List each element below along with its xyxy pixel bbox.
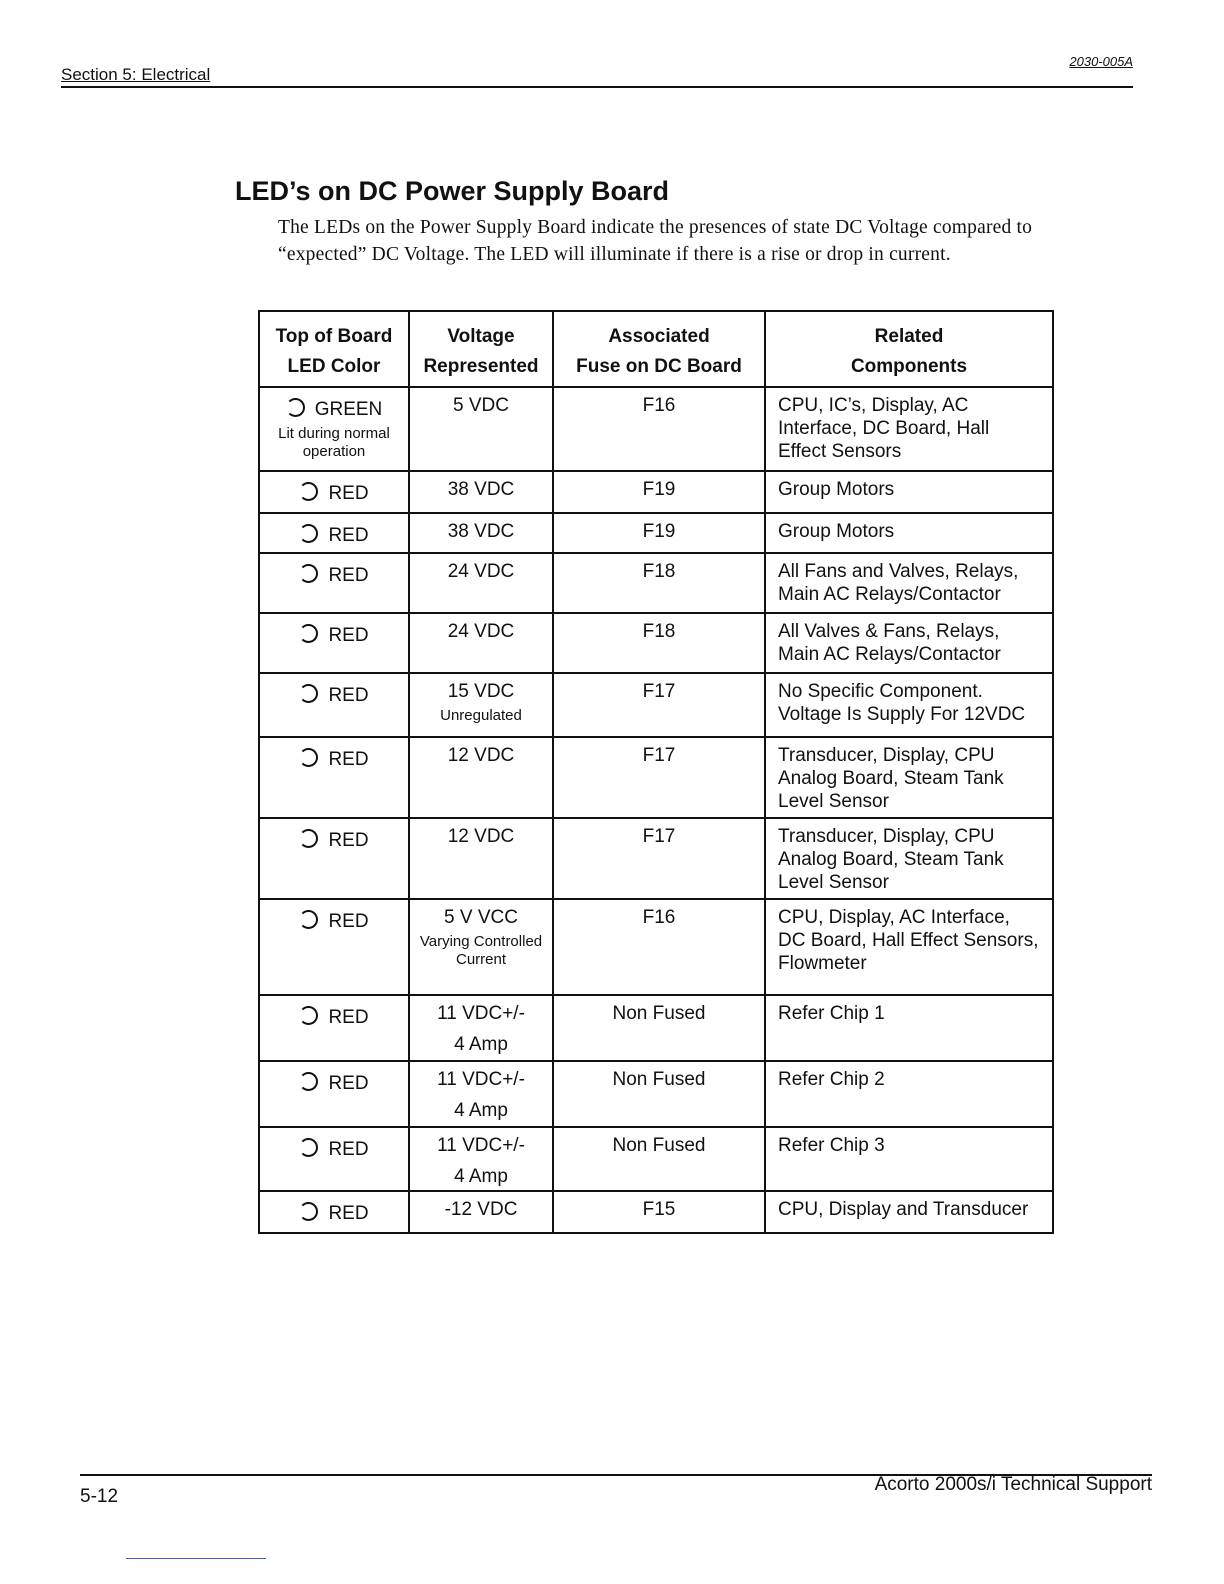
header-components — [765, 311, 1053, 387]
components-cell: Refer Chip 3 — [765, 1127, 1053, 1191]
led-color: RED — [328, 525, 369, 546]
led-color-cell — [259, 1127, 409, 1191]
fuse-cell: F16 — [553, 899, 765, 995]
components-cell: CPU, IC’s, Display, AC Interface, DC Board, Hall Effect Sensors — [765, 387, 1053, 471]
voltage-cell: 38 VDC — [409, 471, 553, 513]
fuse-cell: F16 — [553, 387, 765, 471]
voltage-cell: 24 VDC — [409, 613, 553, 673]
table-row — [259, 899, 1053, 995]
header-voltage-line2: Represented — [423, 356, 539, 377]
table-row — [259, 673, 1053, 737]
table-row — [259, 513, 1053, 553]
voltage-cell: 24 VDC — [409, 553, 553, 613]
table-row — [259, 613, 1053, 673]
header-led-color-line2: LED Color — [287, 356, 381, 377]
led-circle-icon — [299, 1072, 318, 1091]
fuse-cell: F17 — [553, 737, 765, 818]
voltage-value: 11 VDC+/- — [437, 1135, 525, 1156]
fuse-cell: F19 — [553, 513, 765, 553]
components-cell: Refer Chip 1 — [765, 995, 1053, 1061]
led-color: RED — [328, 749, 369, 770]
voltage-value: 11 VDC+/- — [437, 1069, 525, 1090]
voltage-cell — [409, 673, 553, 737]
fuse-cell: Non Fused — [553, 1061, 765, 1127]
table-row — [259, 1127, 1053, 1191]
voltage-cell: 12 VDC — [409, 737, 553, 818]
header-components-line1: Related — [874, 326, 944, 347]
led-color-cell — [259, 1191, 409, 1233]
header-fuse-line1: Associated — [608, 326, 710, 347]
led-color-cell — [259, 737, 409, 818]
led-circle-icon — [286, 398, 305, 417]
voltage-cell: 38 VDC — [409, 513, 553, 553]
voltage-cell — [409, 995, 553, 1061]
header-led-color-line1: Top of Board — [275, 326, 393, 347]
voltage-note: Unregulated — [440, 707, 522, 724]
led-color-cell — [259, 995, 409, 1061]
led-color-cell — [259, 553, 409, 613]
led-circle-icon — [299, 1138, 318, 1157]
footer-product: Acorto 2000s/i Technical Support — [874, 1474, 1152, 1495]
table-header-row — [259, 311, 1053, 387]
led-color: RED — [328, 1203, 369, 1224]
voltage-cell: 12 VDC — [409, 818, 553, 899]
header-components-line2: Components — [850, 356, 968, 377]
voltage-value: 5 V VCC — [444, 907, 518, 928]
page-title: LED’s on DC Power Supply Board — [235, 176, 670, 206]
led-circle-icon — [299, 482, 318, 501]
voltage-cell — [409, 1061, 553, 1127]
components-cell: Transducer, Display, CPU Analog Board, Steam Tank Level Sensor — [765, 737, 1053, 818]
voltage-value: 11 VDC+/- — [437, 1003, 525, 1024]
components-cell: All Fans and Valves, Relays, Main AC Relays/Contactor — [765, 553, 1053, 613]
table-row — [259, 737, 1053, 818]
led-circle-icon — [299, 748, 318, 767]
fuse-cell: F15 — [553, 1191, 765, 1233]
table-row — [259, 1191, 1053, 1233]
led-color: RED — [328, 1007, 369, 1028]
table-row — [259, 387, 1053, 471]
voltage-note: Varying Controlled Current — [419, 933, 543, 968]
led-color: RED — [328, 685, 369, 706]
components-cell: Group Motors — [765, 471, 1053, 513]
led-circle-icon — [299, 829, 318, 848]
fuse-cell: F18 — [553, 613, 765, 673]
fuse-cell: Non Fused — [553, 1127, 765, 1191]
led-circle-icon — [299, 910, 318, 929]
header-voltage — [409, 311, 553, 387]
led-color-cell — [259, 613, 409, 673]
header-fuse-line2: Fuse on DC Board — [576, 356, 742, 377]
led-color-cell — [259, 387, 409, 471]
fuse-cell: F17 — [553, 673, 765, 737]
header-rule — [61, 86, 1133, 88]
components-cell: All Valves & Fans, Relays, Main AC Relays/Contactor — [765, 613, 1053, 673]
table-row — [259, 995, 1053, 1061]
led-color-cell — [259, 471, 409, 513]
voltage-cell — [409, 1127, 553, 1191]
led-color: RED — [328, 911, 369, 932]
table-row — [259, 553, 1053, 613]
led-color-cell — [259, 899, 409, 995]
led-color-cell — [259, 1061, 409, 1127]
led-circle-icon — [299, 1006, 318, 1025]
led-circle-icon — [299, 684, 318, 703]
led-table — [258, 310, 1054, 1234]
header-led-color — [259, 311, 409, 387]
led-color-cell — [259, 513, 409, 553]
components-cell: Group Motors — [765, 513, 1053, 553]
led-circle-icon — [299, 524, 318, 543]
intro-paragraph: The LEDs on the Power Supply Board indicate the presences of state DC Voltage compared to “expected” DC Voltage. The LED will illuminate if there is a rise or drop in current. — [278, 217, 1033, 265]
led-color: RED — [328, 1073, 369, 1094]
voltage-line2: 4 Amp — [454, 1166, 508, 1187]
led-color: RED — [328, 625, 369, 646]
fuse-cell: F19 — [553, 471, 765, 513]
led-color: RED — [328, 483, 369, 504]
table-row — [259, 818, 1053, 899]
page-number: 5-12 — [80, 1486, 119, 1507]
voltage-cell: -12 VDC — [409, 1191, 553, 1233]
voltage-line2: 4 Amp — [454, 1034, 508, 1055]
components-cell: CPU, Display, AC Interface, DC Board, Hall Effect Sensors, Flowmeter — [765, 899, 1053, 995]
document-number: 2030-005A — [1069, 54, 1133, 69]
header-fuse — [553, 311, 765, 387]
footnote-rule — [126, 1558, 266, 1559]
fuse-cell: F18 — [553, 553, 765, 613]
table-row — [259, 1061, 1053, 1127]
led-color-cell — [259, 673, 409, 737]
led-note: Lit during normal operation — [278, 425, 390, 460]
components-cell: No Specific Component. Voltage Is Supply For 12VDC — [765, 673, 1053, 737]
led-circle-icon — [299, 624, 318, 643]
table-row — [259, 471, 1053, 513]
led-color: RED — [328, 1139, 369, 1160]
led-color-cell — [259, 818, 409, 899]
voltage-cell — [409, 899, 553, 995]
led-color: RED — [328, 565, 369, 586]
fuse-cell: F17 — [553, 818, 765, 899]
fuse-cell: Non Fused — [553, 995, 765, 1061]
section-header: Section 5: Electrical — [61, 65, 211, 84]
led-color: GREEN — [314, 399, 383, 420]
components-cell: CPU, Display and Transducer — [765, 1191, 1053, 1233]
components-cell: Refer Chip 2 — [765, 1061, 1053, 1127]
voltage-value: 15 VDC — [447, 681, 515, 702]
led-circle-icon — [299, 564, 318, 583]
voltage-line2: 4 Amp — [454, 1100, 508, 1121]
header-voltage-line1: Voltage — [447, 326, 515, 347]
components-cell: Transducer, Display, CPU Analog Board, Steam Tank Level Sensor — [765, 818, 1053, 899]
led-color: RED — [328, 830, 369, 851]
voltage-cell: 5 VDC — [409, 387, 553, 471]
led-circle-icon — [299, 1202, 318, 1221]
